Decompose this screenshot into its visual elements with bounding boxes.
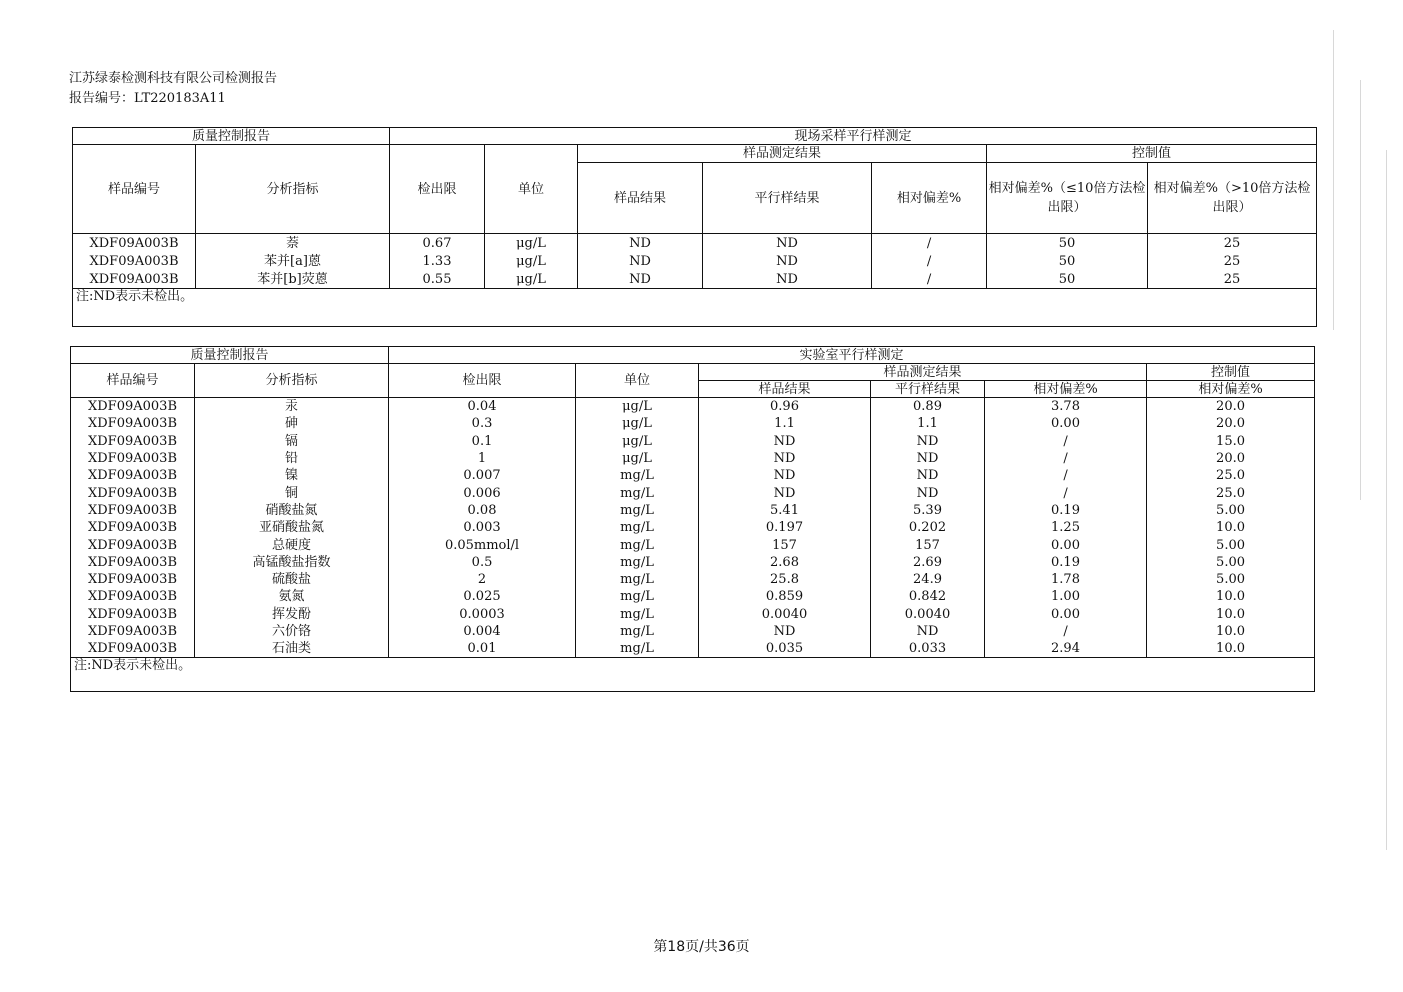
cell-unit: mg/L (576, 502, 699, 519)
cell-sample: XDF09A003B (71, 450, 195, 467)
cell-ctrl: 15.0 (1147, 433, 1315, 450)
cell-dev: 1.78 (985, 571, 1147, 588)
cell-limit: 0.55 (390, 270, 485, 289)
cell-indicator: 石油类 (195, 640, 389, 658)
section-title: 现场采样平行样测定 (390, 128, 1317, 145)
cell-limit: 1 (389, 450, 576, 467)
group-sample-result: 样品测定结果 (578, 145, 987, 163)
table-row (71, 606, 1315, 623)
cell-result: ND (699, 467, 871, 484)
cell-indicator: 六价铬 (195, 623, 389, 640)
cell-parallel: ND (703, 270, 872, 289)
table-row (73, 270, 1317, 289)
table-row (71, 571, 1315, 588)
cell-ctrl: 5.00 (1147, 536, 1315, 553)
cell-indicator: 镍 (195, 467, 389, 484)
report-company-title: 江苏绿泰检测科技有限公司检测报告 (69, 71, 278, 86)
cell-indicator: 砷 (195, 415, 389, 432)
table-note: 注:ND表示未检出。 (73, 289, 1317, 327)
cell-unit: mg/L (576, 467, 699, 484)
cell-limit: 0.67 (390, 234, 485, 253)
cell-dev: / (872, 252, 987, 270)
cell-ctrl_high: 25 (1148, 252, 1317, 270)
cell-ctrl: 25.0 (1147, 467, 1315, 484)
col-indicator: 分析指标 (196, 145, 390, 234)
col-limit: 检出限 (390, 145, 485, 234)
cell-indicator: 汞 (195, 398, 389, 416)
table-row (71, 623, 1315, 640)
cell-sample: XDF09A003B (73, 252, 196, 270)
section-title: 实验室平行样测定 (389, 347, 1315, 364)
cell-dev: / (985, 623, 1147, 640)
cell-dev: 1.00 (985, 588, 1147, 605)
qc-title: 质量控制报告 (71, 347, 389, 364)
cell-ctrl: 10.0 (1147, 623, 1315, 640)
cell-result: 0.197 (699, 519, 871, 536)
cell-parallel: ND (871, 467, 985, 484)
cell-result: 0.859 (699, 588, 871, 605)
cell-limit: 0.025 (389, 588, 576, 605)
cell-dev: 3.78 (985, 398, 1147, 416)
cell-unit: μg/L (485, 270, 578, 289)
cell-limit: 1.33 (390, 252, 485, 270)
table-row (71, 450, 1315, 467)
col-ctrl: 相对偏差% (1147, 381, 1315, 398)
cell-limit: 0.0003 (389, 606, 576, 623)
cell-unit: mg/L (576, 519, 699, 536)
cell-unit: μg/L (576, 398, 699, 416)
col-limit: 检出限 (389, 364, 576, 398)
table-row (73, 234, 1317, 253)
table-row (71, 467, 1315, 484)
cell-parallel: 1.1 (871, 415, 985, 432)
col-sample-no: 样品编号 (71, 364, 195, 398)
cell-parallel: ND (703, 252, 872, 270)
cell-result: ND (699, 623, 871, 640)
cell-sample: XDF09A003B (71, 484, 195, 501)
cell-result: ND (578, 252, 703, 270)
cell-result: ND (699, 450, 871, 467)
cell-indicator: 高锰酸盐指数 (195, 554, 389, 571)
cell-parallel: 0.89 (871, 398, 985, 416)
cell-sample: XDF09A003B (71, 606, 195, 623)
scan-artifact (1386, 150, 1387, 850)
cell-dev: / (985, 484, 1147, 501)
cell-result: 0.96 (699, 398, 871, 416)
cell-sample: XDF09A003B (71, 588, 195, 605)
cell-parallel: ND (871, 484, 985, 501)
table-note: 注:ND表示未检出。 (71, 658, 1315, 692)
qc-title: 质量控制报告 (73, 128, 390, 145)
cell-ctrl: 10.0 (1147, 640, 1315, 658)
cell-limit: 0.007 (389, 467, 576, 484)
cell-parallel: 24.9 (871, 571, 985, 588)
cell-sample: XDF09A003B (71, 571, 195, 588)
cell-unit: mg/L (576, 588, 699, 605)
cell-result: 0.0040 (699, 606, 871, 623)
field-parallel-table (72, 127, 1317, 327)
col-indicator: 分析指标 (195, 364, 389, 398)
cell-dev: / (985, 450, 1147, 467)
cell-limit: 0.004 (389, 623, 576, 640)
table-row (71, 484, 1315, 501)
cell-result: ND (578, 234, 703, 253)
cell-result: 0.035 (699, 640, 871, 658)
cell-ctrl: 20.0 (1147, 398, 1315, 416)
cell-sample: XDF09A003B (71, 554, 195, 571)
cell-dev: 0.00 (985, 415, 1147, 432)
lab-parallel-table (70, 346, 1315, 692)
cell-indicator: 氨氮 (195, 588, 389, 605)
cell-dev: / (872, 270, 987, 289)
cell-parallel: 157 (871, 536, 985, 553)
cell-parallel: 2.69 (871, 554, 985, 571)
table-row (71, 433, 1315, 450)
cell-ctrl_low: 50 (987, 234, 1148, 253)
cell-ctrl: 5.00 (1147, 554, 1315, 571)
page-footer: 第18页/共36页 (653, 939, 750, 955)
cell-unit: mg/L (576, 554, 699, 571)
cell-sample: XDF09A003B (71, 467, 195, 484)
cell-unit: mg/L (576, 571, 699, 588)
cell-sample: XDF09A003B (71, 519, 195, 536)
cell-limit: 0.08 (389, 502, 576, 519)
col-sample-result: 样品结果 (699, 381, 871, 398)
cell-indicator: 亚硝酸盐氮 (195, 519, 389, 536)
cell-sample: XDF09A003B (73, 270, 196, 289)
cell-unit: mg/L (576, 623, 699, 640)
table-row (71, 554, 1315, 571)
cell-indicator: 总硬度 (195, 536, 389, 553)
cell-limit: 0.1 (389, 433, 576, 450)
cell-indicator: 挥发酚 (195, 606, 389, 623)
table-row (71, 640, 1315, 658)
cell-limit: 0.01 (389, 640, 576, 658)
scan-artifact (1333, 30, 1334, 330)
cell-sample: XDF09A003B (71, 536, 195, 553)
cell-ctrl: 10.0 (1147, 588, 1315, 605)
cell-ctrl_high: 25 (1148, 270, 1317, 289)
cell-dev: 0.19 (985, 554, 1147, 571)
cell-ctrl: 10.0 (1147, 519, 1315, 536)
cell-dev: 2.94 (985, 640, 1147, 658)
cell-dev: / (985, 433, 1147, 450)
cell-ctrl_high: 25 (1148, 234, 1317, 253)
cell-result: 1.1 (699, 415, 871, 432)
cell-unit: mg/L (576, 640, 699, 658)
cell-indicator: 镉 (195, 433, 389, 450)
cell-dev: 0.19 (985, 502, 1147, 519)
cell-sample: XDF09A003B (71, 623, 195, 640)
cell-ctrl: 25.0 (1147, 484, 1315, 501)
table-row (71, 502, 1315, 519)
cell-dev: 0.00 (985, 536, 1147, 553)
cell-result: 157 (699, 536, 871, 553)
cell-dev: / (872, 234, 987, 253)
col-parallel-result: 平行样结果 (703, 163, 872, 234)
cell-limit: 0.05mmol/l (389, 536, 576, 553)
cell-unit: mg/L (576, 606, 699, 623)
cell-parallel: ND (871, 433, 985, 450)
report-number: 报告编号：LT220183A11 (69, 91, 226, 106)
cell-ctrl_low: 50 (987, 252, 1148, 270)
cell-ctrl: 10.0 (1147, 606, 1315, 623)
cell-parallel: 0.842 (871, 588, 985, 605)
cell-parallel: ND (871, 450, 985, 467)
cell-ctrl_low: 50 (987, 270, 1148, 289)
cell-indicator: 铅 (195, 450, 389, 467)
col-rel-dev: 相对偏差% (872, 163, 987, 234)
cell-unit: mg/L (576, 536, 699, 553)
cell-ctrl: 20.0 (1147, 450, 1315, 467)
cell-ctrl: 5.00 (1147, 502, 1315, 519)
scan-artifact (1360, 80, 1361, 500)
cell-indicator: 萘 (196, 234, 390, 253)
cell-indicator: 苯并[b]荧蒽 (196, 270, 390, 289)
cell-sample: XDF09A003B (71, 433, 195, 450)
cell-unit: mg/L (576, 484, 699, 501)
col-sample-result: 样品结果 (578, 163, 703, 234)
table-row (71, 398, 1315, 416)
cell-dev: 1.25 (985, 519, 1147, 536)
cell-ctrl: 20.0 (1147, 415, 1315, 432)
cell-sample: XDF09A003B (71, 398, 195, 416)
group-control: 控制值 (1147, 364, 1315, 381)
cell-limit: 0.5 (389, 554, 576, 571)
col-unit: 单位 (485, 145, 578, 234)
cell-limit: 2 (389, 571, 576, 588)
cell-result: 25.8 (699, 571, 871, 588)
cell-parallel: 0.202 (871, 519, 985, 536)
col-sample-no: 样品编号 (73, 145, 196, 234)
cell-result: ND (699, 433, 871, 450)
group-sample-result: 样品测定结果 (699, 364, 1147, 381)
cell-ctrl: 5.00 (1147, 571, 1315, 588)
table-row (73, 252, 1317, 270)
table-row (71, 588, 1315, 605)
cell-indicator: 苯并[a]蒽 (196, 252, 390, 270)
cell-sample: XDF09A003B (73, 234, 196, 253)
cell-dev: / (985, 467, 1147, 484)
cell-sample: XDF09A003B (71, 415, 195, 432)
table-row (71, 536, 1315, 553)
table-row (71, 519, 1315, 536)
group-control: 控制值 (987, 145, 1317, 163)
cell-result: 2.68 (699, 554, 871, 571)
cell-indicator: 铜 (195, 484, 389, 501)
cell-result: ND (699, 484, 871, 501)
cell-parallel: 0.0040 (871, 606, 985, 623)
cell-limit: 0.006 (389, 484, 576, 501)
cell-indicator: 硫酸盐 (195, 571, 389, 588)
cell-limit: 0.003 (389, 519, 576, 536)
cell-result: 5.41 (699, 502, 871, 519)
cell-dev: 0.00 (985, 606, 1147, 623)
cell-parallel: 0.033 (871, 640, 985, 658)
cell-sample: XDF09A003B (71, 640, 195, 658)
cell-indicator: 硝酸盐氮 (195, 502, 389, 519)
table-row (71, 415, 1315, 432)
cell-limit: 0.3 (389, 415, 576, 432)
col-parallel-result: 平行样结果 (871, 381, 985, 398)
cell-sample: XDF09A003B (71, 502, 195, 519)
cell-parallel: ND (703, 234, 872, 253)
cell-unit: μg/L (485, 234, 578, 253)
cell-result: ND (578, 270, 703, 289)
cell-unit: μg/L (576, 450, 699, 467)
cell-parallel: 5.39 (871, 502, 985, 519)
cell-unit: μg/L (485, 252, 578, 270)
cell-unit: μg/L (576, 415, 699, 432)
cell-parallel: ND (871, 623, 985, 640)
col-rel-dev: 相对偏差% (985, 381, 1147, 398)
col-unit: 单位 (576, 364, 699, 398)
cell-unit: μg/L (576, 433, 699, 450)
cell-limit: 0.04 (389, 398, 576, 416)
col-ctrl-high: 相对偏差%（>10倍方法检出限） (1148, 163, 1317, 234)
col-ctrl-low: 相对偏差%（≤10倍方法检出限） (987, 163, 1148, 234)
